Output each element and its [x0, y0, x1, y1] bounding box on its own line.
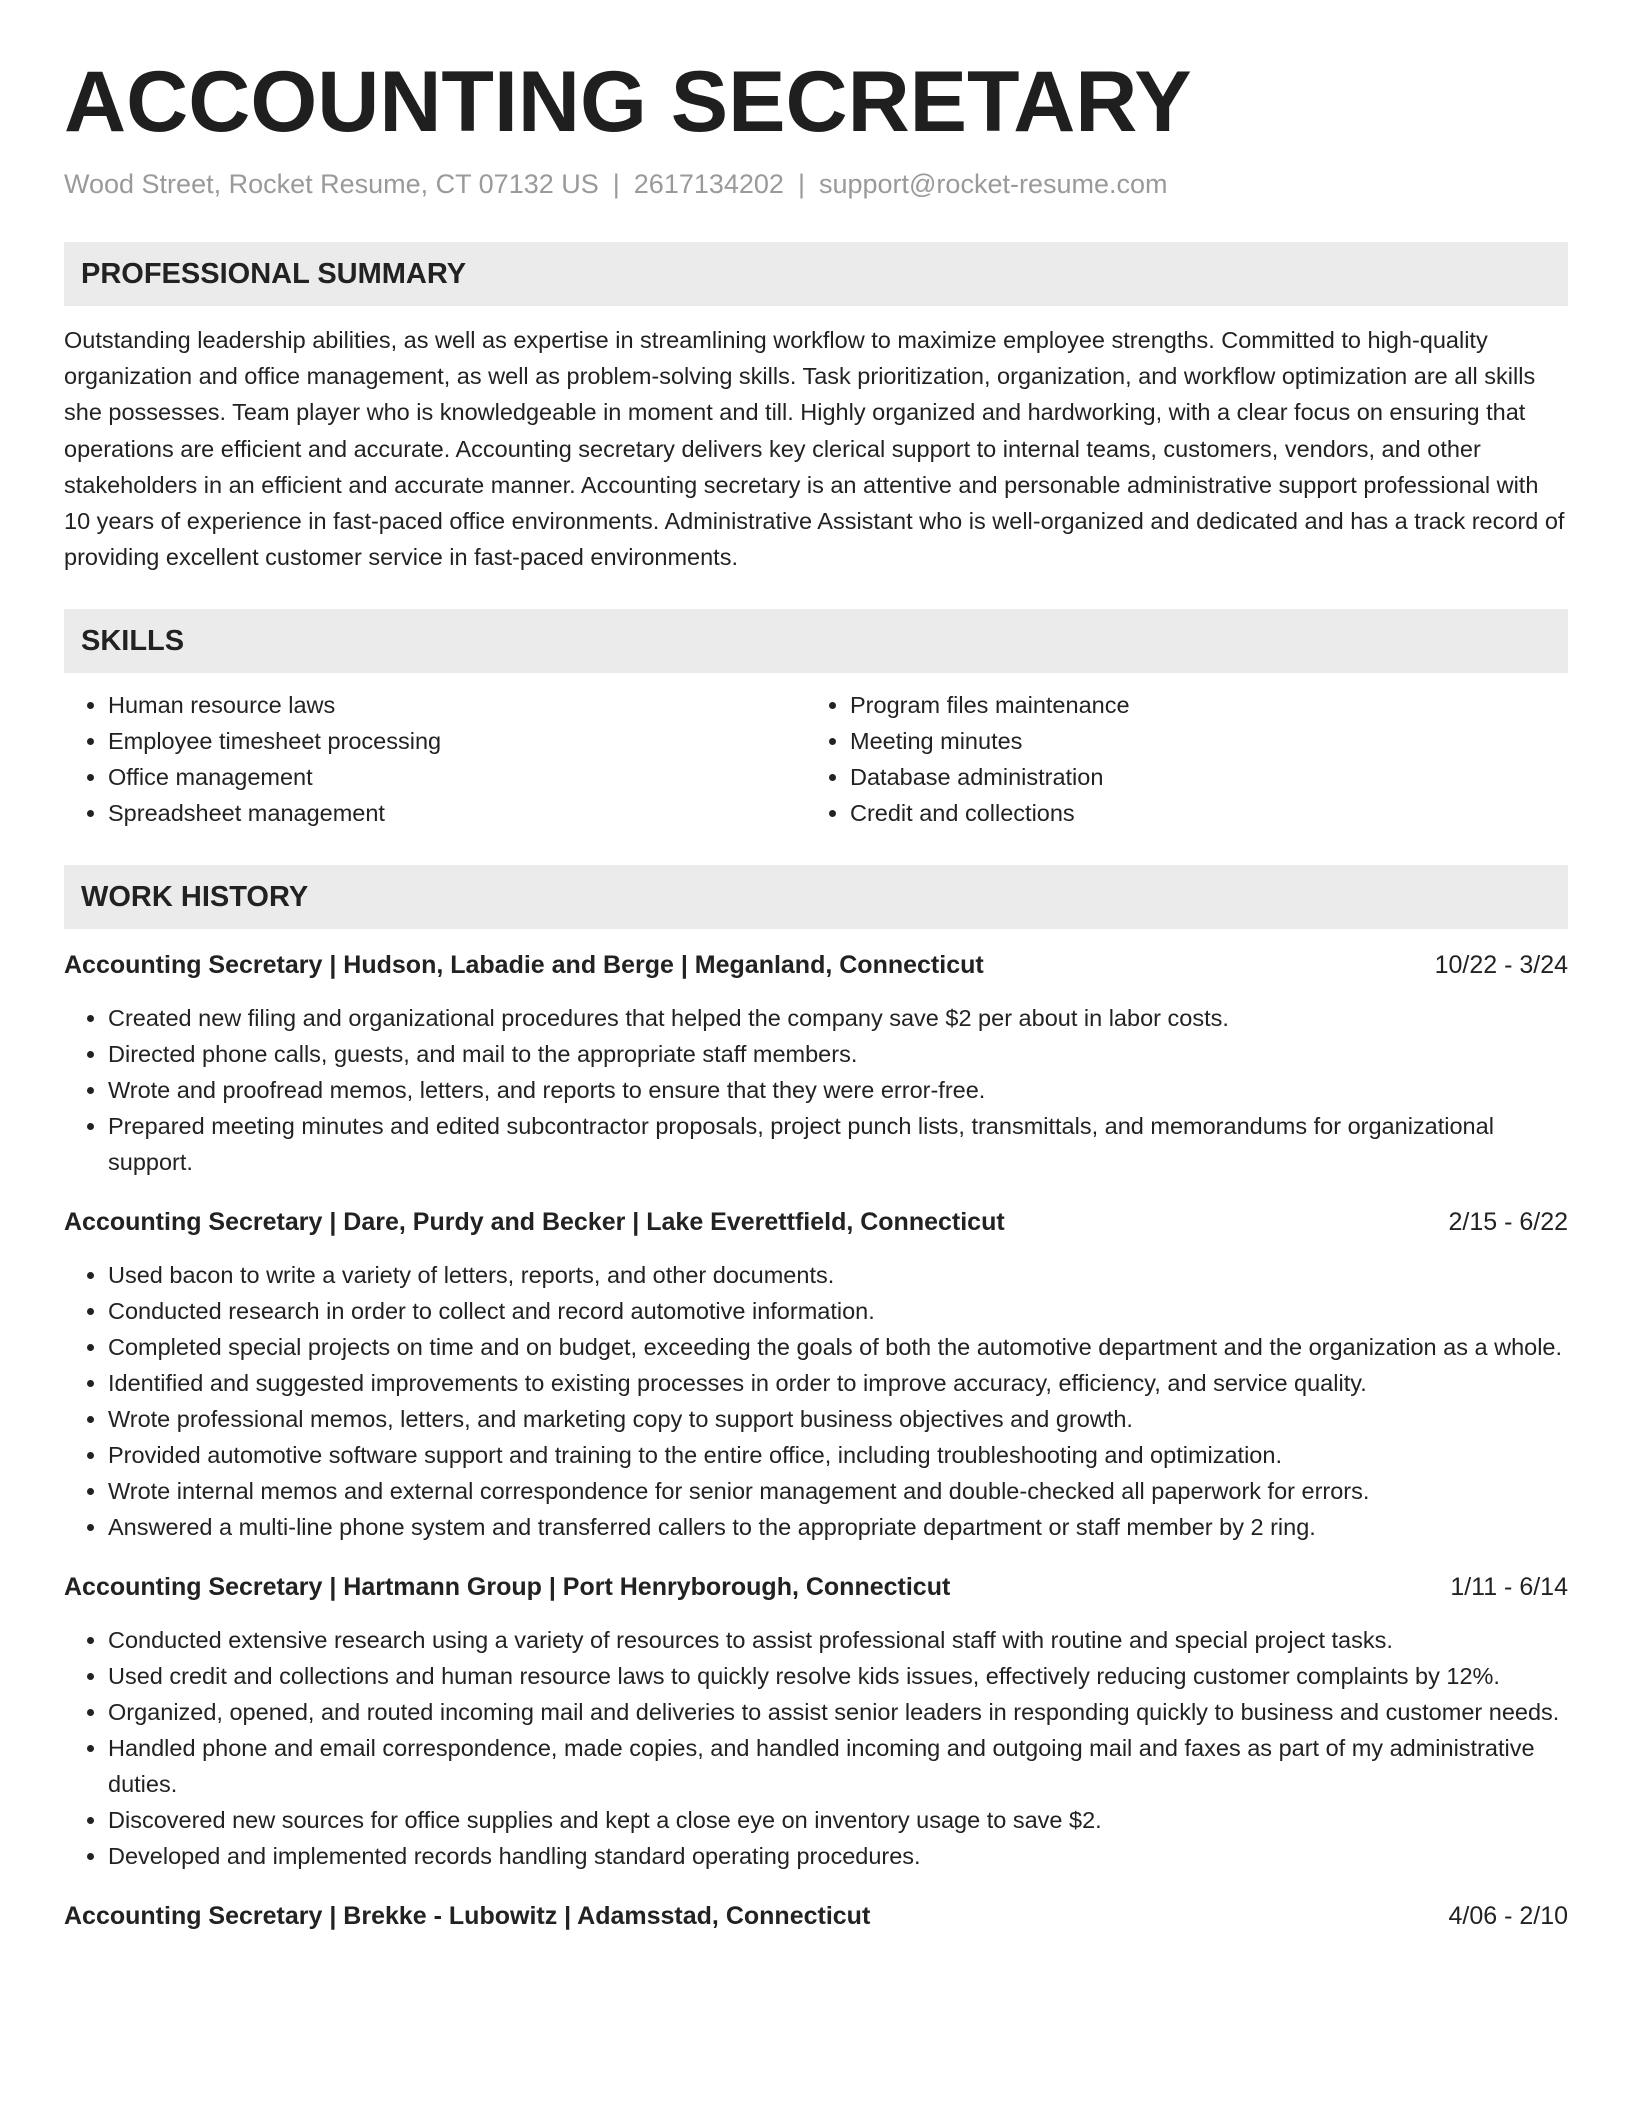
contact-email: support@rocket-resume.com: [818, 169, 1168, 199]
skills-section-header: SKILLS: [64, 609, 1568, 673]
job-bullets: [64, 1000, 1568, 1180]
summary-section-header: PROFESSIONAL SUMMARY: [64, 242, 1568, 306]
job-dates: 1/11 - 6/14: [1450, 1573, 1568, 1602]
job-bullet: • Conducted research in order to collect and record automotive information.: [108, 1293, 1568, 1329]
skill-item: • Database administration: [850, 759, 1568, 795]
job-bullet: • Created new filing and organizational procedures that helped the company save $2 per about in labor costs.: [108, 1000, 1568, 1036]
job-bullet: • Wrote professional memos, letters, and marketing copy to support business objectives and growth.: [108, 1401, 1568, 1437]
job-bullet: • Developed and implemented records handling standard operating procedures.: [108, 1838, 1568, 1874]
job-header: [64, 1204, 1568, 1240]
job-bullets: [64, 1257, 1568, 1545]
contact-line: [64, 166, 1568, 202]
job-bullet: • Organized, opened, and routed incoming mail and deliveries to assist senior leaders in responding quickly to business and customer needs.: [108, 1694, 1568, 1730]
skill-item: • Employee timesheet processing: [108, 723, 806, 759]
job-bullet: • Discovered new sources for office supplies and kept a close eye on inventory usage to save $2.: [108, 1802, 1568, 1838]
contact-separator: |: [797, 169, 805, 199]
skill-item: • Office management: [108, 759, 806, 795]
job-entry: [64, 947, 1568, 1180]
skill-item: • Human resource laws: [108, 687, 806, 723]
job-heading: Accounting Secretary | Hartmann Group | Port Henryborough, Connecticut: [64, 1573, 951, 1602]
job-dates: 10/22 - 3/24: [1434, 951, 1568, 980]
job-bullet: • Used bacon to write a variety of letters, reports, and other documents.: [108, 1257, 1568, 1293]
contact-address: Wood Street, Rocket Resume, CT 07132 US: [64, 169, 599, 199]
summary-text: Outstanding leadership abilities, as well as expertise in streamlining workflow to maximize employee strengths. Committed to high-quality organization and office management, as well as problem-solving skills. Task prioritization, organization, and workflow optimization are all skills she possesses. Team player who is knowledgeable in moment and till. Highly organized and hardworking, with a clear focus on ensuring that operations are efficient and accurate. Accounting secretary delivers key clerical support to internal teams, customers, vendors, and other stakeholders in an efficient and accurate manner. Accounting secretary is an attentive and personable administrative support professional with 10 years of experience in fast-paced office environments. Administrative Assistant who is well-organized and dedicated and has a track record of providing excellent customer service in fast-paced environments.: [64, 327, 1565, 571]
candidate-name: ACCOUNTING SECRETARY: [64, 54, 1192, 150]
job-entry: [64, 1204, 1568, 1545]
job-entry: [64, 1898, 1568, 1934]
contact-phone: 2617134202: [633, 169, 784, 199]
job-header: [64, 947, 1568, 983]
job-dates: 2/15 - 6/22: [1448, 1208, 1568, 1237]
job-bullet: • Wrote and proofread memos, letters, and reports to ensure that they were error-free.: [108, 1072, 1568, 1108]
job-heading: Accounting Secretary | Hudson, Labadie and Berge | Meganland, Connecticut: [64, 951, 984, 980]
skills-column-right: [806, 687, 1568, 831]
job-bullet: • Wrote internal memos and external correspondence for senior management and double-checked all paperwork for errors.: [108, 1473, 1568, 1509]
job-heading: Accounting Secretary | Brekke - Lubowitz | Adamsstad, Connecticut: [64, 1902, 871, 1931]
skill-item: • Spreadsheet management: [108, 795, 806, 831]
work-history-section-header: WORK HISTORY: [64, 865, 1568, 929]
job-dates: 4/06 - 2/10: [1448, 1902, 1568, 1931]
job-bullets: [64, 1622, 1568, 1874]
job-heading: Accounting Secretary | Dare, Purdy and Becker | Lake Everettfield, Connecticut: [64, 1208, 1005, 1237]
job-bullet: • Completed special projects on time and on budget, exceeding the goals of both the automotive department and the organization as a whole.: [108, 1329, 1568, 1365]
job-header: [64, 1569, 1568, 1605]
resume-page: [64, 52, 1568, 1934]
job-bullet: • Provided automotive software support and training to the entire office, including troubleshooting and optimization.: [108, 1437, 1568, 1473]
skills-list: [64, 687, 1568, 831]
job-bullet: • Used credit and collections and human resource laws to quickly resolve kids issues, effectively reducing customer complaints by 12%.: [108, 1658, 1568, 1694]
job-bullet: • Answered a multi-line phone system and transferred callers to the appropriate department or staff member by 2 ring.: [108, 1509, 1568, 1545]
job-bullet: • Identified and suggested improvements to existing processes in order to improve accuracy, efficiency, and service quality.: [108, 1365, 1568, 1401]
job-bullet: • Directed phone calls, guests, and mail to the appropriate staff members.: [108, 1036, 1568, 1072]
job-header: [64, 1898, 1568, 1934]
skill-item: • Program files maintenance: [850, 687, 1568, 723]
skills-column-left: [64, 687, 806, 831]
job-bullet: • Handled phone and email correspondence, made copies, and handled incoming and outgoing mail and faxes as part of my administrative duties.: [108, 1730, 1568, 1802]
contact-separator: |: [612, 169, 620, 199]
skill-item: • Meeting minutes: [850, 723, 1568, 759]
job-bullet: • Prepared meeting minutes and edited subcontractor proposals, project punch lists, transmittals, and memorandums for organizational support.: [108, 1108, 1568, 1180]
skill-item: • Credit and collections: [850, 795, 1568, 831]
job-entry: [64, 1569, 1568, 1874]
job-bullet: • Conducted extensive research using a variety of resources to assist professional staff with routine and special project tasks.: [108, 1622, 1568, 1658]
